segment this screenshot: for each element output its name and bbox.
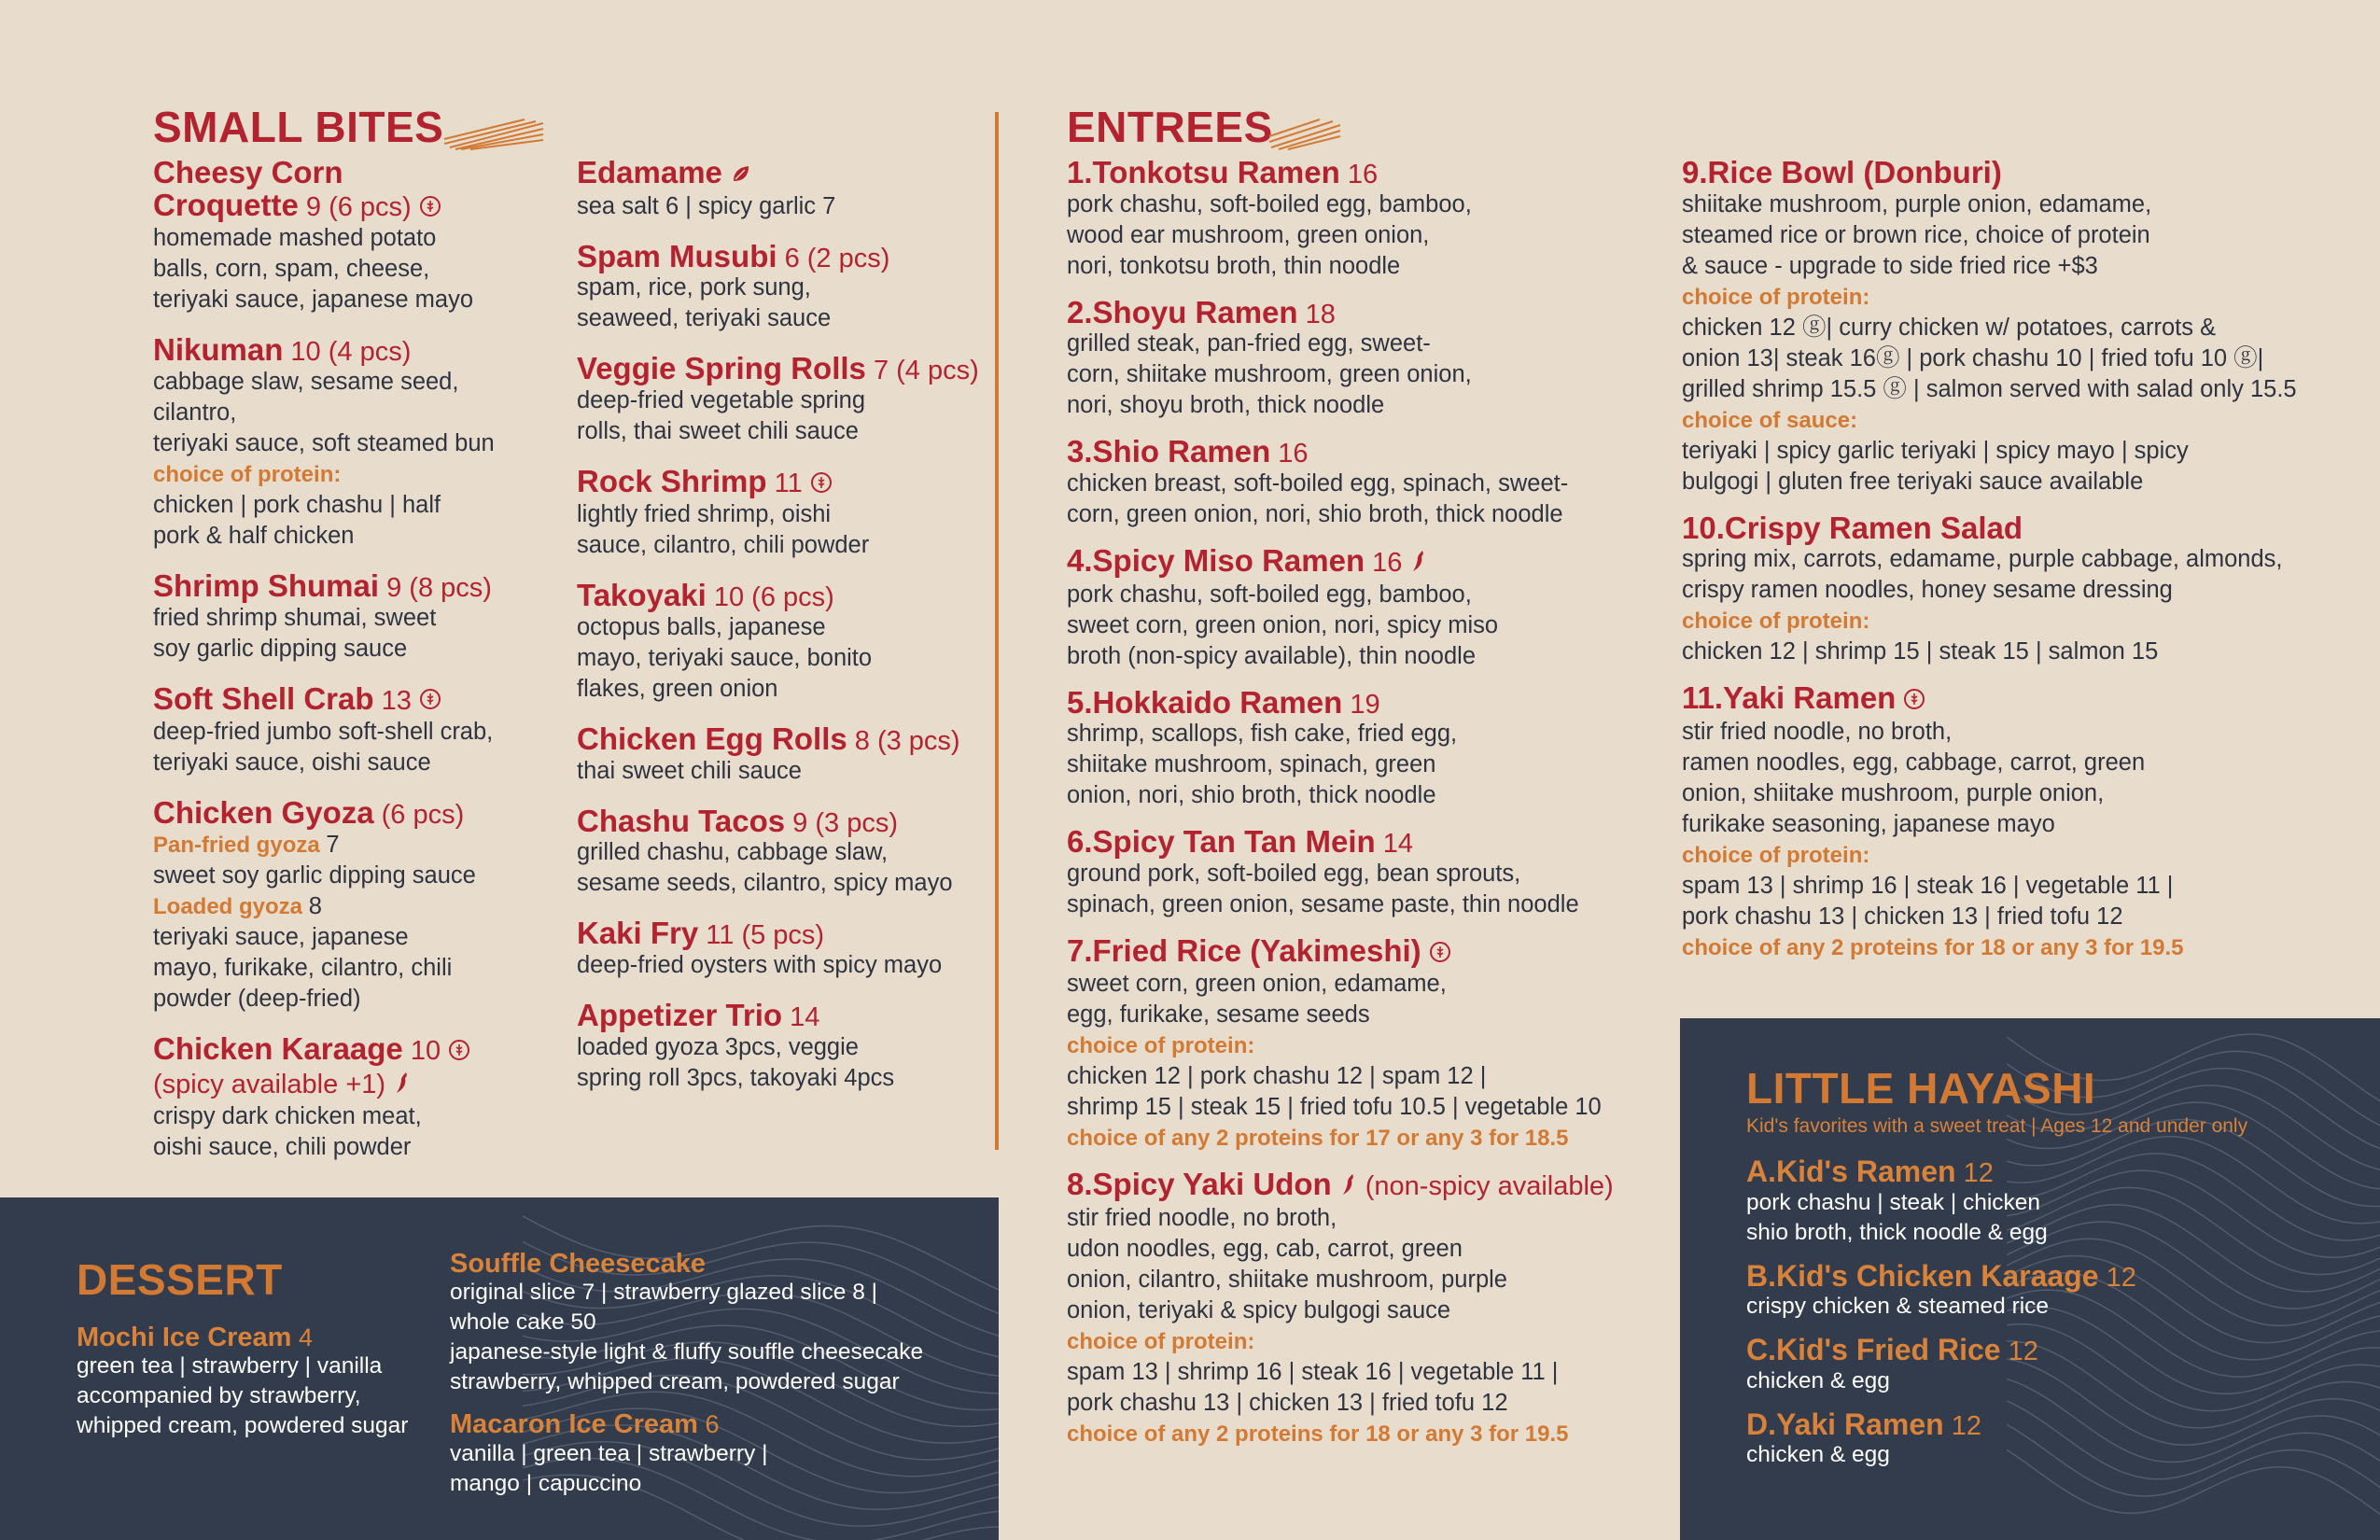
item-title bbox=[1746, 1335, 2344, 1366]
item-description: chicken & egg bbox=[1746, 1442, 1890, 1468]
item-title bbox=[1682, 512, 2354, 545]
item-description: bulgogi | gluten free teriyaki sauce available bbox=[1682, 468, 2144, 495]
item-description: deep-fried oysters with spicy mayo bbox=[577, 952, 943, 979]
item-price: (non-spicy available) bbox=[1357, 1171, 1614, 1202]
item-name: 9.Rice Bowl (Donburi) bbox=[1682, 155, 2002, 189]
item-description: spring roll 3pcs, takoyaki 4pcs bbox=[577, 1064, 895, 1091]
item-description: sea salt 6 | spicy garlic 7 bbox=[577, 192, 836, 219]
dessert-column-2 bbox=[450, 1250, 973, 1512]
chili-icon bbox=[1339, 1170, 1358, 1203]
item-subheading bbox=[153, 459, 545, 490]
item-title bbox=[1682, 682, 2354, 717]
title-stripes-icon bbox=[1267, 116, 1342, 151]
item-description: homemade mashed potato bbox=[153, 225, 437, 252]
item-description: original slice 7 | strawberry glazed slice 8 | bbox=[450, 1280, 877, 1306]
item-description: shio broth, thick noodle & egg bbox=[1746, 1219, 2048, 1245]
gluten-free-icon bbox=[419, 191, 441, 224]
item-description: wood ear mushroom, green onion, bbox=[1067, 221, 1430, 248]
item-description: chicken 12 ⓖ| curry chicken w/ potatoes, carrots & bbox=[1682, 314, 2217, 341]
item-price: 13 bbox=[373, 685, 412, 716]
item-subheading bbox=[1067, 1326, 1664, 1357]
item-description: thai sweet chili sauce bbox=[577, 757, 802, 784]
little-hayashi-subtitle: Kid's favorites with a sweet treat | Ages 12 and under only bbox=[1746, 1115, 2248, 1137]
item-description: grilled chashu, cabbage slaw, bbox=[577, 839, 889, 866]
little-hayashi-section bbox=[1746, 1064, 2344, 1483]
menu-item bbox=[577, 353, 987, 447]
item-description: furikake seasoning, japanese mayo bbox=[1682, 810, 2055, 837]
little-hayashi-title: LITTLE HAYASHI bbox=[1746, 1064, 2096, 1113]
item-description: steamed rice or brown rice, choice of protein bbox=[1682, 221, 2150, 248]
item-name: Chicken Gyoza bbox=[153, 795, 374, 831]
item-description: sweet corn, green onion, edamame, bbox=[1067, 971, 1447, 998]
item-price: 12 bbox=[1943, 1410, 1981, 1441]
item-name: Chashu Tacos bbox=[577, 803, 786, 838]
item-title bbox=[1746, 1258, 2344, 1293]
item-title bbox=[577, 353, 987, 385]
menu-item bbox=[1067, 294, 1664, 422]
item-subheading bbox=[1682, 282, 2354, 313]
item-description: vanilla | green tea | strawberry | bbox=[450, 1440, 768, 1466]
item-description: grilled shrimp 15.5 ⓖ | salmon served with salad only 15.5 bbox=[1682, 375, 2297, 402]
item-description: pork chashu 13 | chicken 13 | fried tofu 12 bbox=[1067, 1389, 1508, 1416]
item-name: 5.Hokkaido Ramen bbox=[1067, 684, 1343, 720]
menu-item bbox=[1682, 157, 2354, 497]
menu-item bbox=[1746, 1258, 2344, 1323]
item-combo-note: choice of any 2 proteins for 18 or any 3 for 19.5 bbox=[1682, 934, 2184, 960]
item-subheading bbox=[1682, 405, 2354, 436]
item-subheading bbox=[153, 830, 545, 861]
subheading-label: choice of protein: bbox=[1682, 609, 1870, 635]
item-title bbox=[1682, 157, 2354, 189]
item-name: 2.Shoyu Ramen bbox=[1067, 294, 1298, 329]
menu-item bbox=[1682, 682, 2354, 963]
item-price: 9 (8 pcs) bbox=[379, 572, 492, 603]
item-description: pork & half chicken bbox=[153, 522, 355, 549]
item-price: 16 bbox=[1270, 439, 1309, 469]
item-description: teriyaki sauce, soft steamed bun bbox=[153, 429, 495, 456]
item-subheading bbox=[153, 891, 545, 922]
item-description: teriyaki | spicy garlic teriyaki | spicy mayo | spicy bbox=[1682, 437, 2189, 464]
menu-item bbox=[1746, 1335, 2344, 1396]
item-description: loaded gyoza 3pcs, veggie bbox=[577, 1033, 859, 1060]
item-description: pork chashu 13 | chicken 13 | fried tofu 12 bbox=[1682, 903, 2123, 930]
item-description: stir fried noodle, no broth, bbox=[1682, 718, 1953, 745]
item-price: 9 (3 pcs) bbox=[785, 807, 898, 838]
item-name: 1.Tonkotsu Ramen bbox=[1067, 155, 1340, 189]
subheading-label: Pan-fried gyoza bbox=[153, 832, 320, 858]
item-description: whole cake 50 bbox=[450, 1309, 596, 1336]
small-bites-header bbox=[153, 105, 545, 151]
gluten-free-icon bbox=[810, 468, 833, 500]
item-description: soy garlic dipping sauce bbox=[153, 635, 408, 662]
item-title bbox=[1746, 1156, 2344, 1188]
item-title bbox=[577, 723, 987, 756]
item-price: 10 (6 pcs) bbox=[706, 582, 834, 613]
item-description: ground pork, soft-boiled egg, bean sprouts, bbox=[1067, 860, 1521, 887]
item-description: pork chashu | steak | chicken bbox=[1746, 1189, 2041, 1215]
item-price: 10 (4 pcs) bbox=[283, 337, 412, 368]
item-name: Macaron Ice Cream bbox=[450, 1409, 698, 1440]
item-description: sweet soy garlic dipping sauce bbox=[153, 861, 476, 889]
subheading-label: choice of sauce: bbox=[1682, 407, 1858, 433]
menu-item bbox=[1746, 1156, 2344, 1248]
menu-item bbox=[1067, 542, 1664, 672]
item-price: 12 bbox=[1955, 1158, 1994, 1188]
item-description: balls, corn, spam, cheese, bbox=[153, 256, 430, 283]
item-description: nori, shoyu broth, thick noodle bbox=[1067, 392, 1385, 419]
menu-item bbox=[450, 1250, 973, 1397]
subheading-label: Loaded gyoza bbox=[153, 893, 303, 919]
subheading-price: 8 bbox=[308, 892, 322, 919]
item-price: (6 pcs) bbox=[373, 800, 465, 831]
column-divider bbox=[995, 112, 999, 1150]
item-title bbox=[577, 580, 987, 612]
item-title bbox=[153, 1030, 545, 1068]
item-description: corn, green onion, nori, shio broth, thick noodle bbox=[1067, 500, 1563, 527]
menu-item bbox=[577, 723, 987, 787]
item-description: crispy chicken & steamed rice bbox=[1746, 1294, 2050, 1320]
item-name: 3.Shio Ramen bbox=[1067, 434, 1271, 469]
item-name: A.Kid's Ramen bbox=[1746, 1155, 1956, 1188]
menu-item bbox=[1067, 1169, 1664, 1449]
item-description: broth (non-spicy available), thin noodle bbox=[1067, 642, 1477, 669]
menu-item bbox=[577, 238, 987, 335]
item-description: spinach, green onion, sesame paste, thin noodle bbox=[1067, 890, 1579, 917]
item-description: deep-fried jumbo soft-shell crab, bbox=[153, 719, 494, 746]
item-price: 4 bbox=[291, 1323, 314, 1351]
item-name: 4.Spicy Miso Ramen bbox=[1067, 542, 1365, 578]
item-title bbox=[450, 1250, 973, 1278]
item-name: Rock Shrimp bbox=[577, 463, 767, 498]
item-name: Chicken Karaage bbox=[153, 1030, 403, 1066]
subheading-label: choice of protein: bbox=[1682, 284, 1870, 310]
item-description: chicken 12 | pork chashu 12 | spam 12 | bbox=[1067, 1063, 1487, 1090]
menu-item bbox=[1067, 684, 1664, 812]
menu-item bbox=[577, 463, 987, 562]
item-name: Cheesy Corn bbox=[153, 155, 343, 189]
menu-item bbox=[1746, 1409, 2344, 1471]
item-price: 10 bbox=[402, 1035, 441, 1066]
subheading-label: choice of protein: bbox=[153, 461, 342, 487]
item-price: 6 (2 pcs) bbox=[777, 243, 890, 273]
item-description: shrimp, scallops, fish cake, fried egg, bbox=[1067, 721, 1458, 748]
item-name: Appetizer Trio bbox=[577, 998, 783, 1033]
item-description: flakes, green onion bbox=[577, 676, 778, 703]
item-description: cabbage slaw, sesame seed, cilantro, bbox=[153, 368, 459, 426]
item-description: pork chashu, soft-boiled egg, bamboo, bbox=[1067, 190, 1472, 217]
item-description: mayo, teriyaki sauce, bonito bbox=[577, 645, 873, 672]
item-name: D.Yaki Ramen bbox=[1746, 1407, 1944, 1441]
gluten-free-icon bbox=[1429, 937, 1451, 970]
item-description: onion 13| steak 16ⓖ | pork chashu 10 | fried tofu 10 ⓖ| bbox=[1682, 344, 2264, 371]
item-note: (spicy available +1) bbox=[153, 1070, 386, 1100]
item-description: chicken & egg bbox=[1746, 1367, 1890, 1393]
item-subheading bbox=[1682, 840, 2354, 871]
item-name: Souffle Cheesecake bbox=[450, 1249, 707, 1279]
subheading-label: choice of protein: bbox=[1682, 842, 1870, 868]
item-name: Chicken Egg Rolls bbox=[577, 721, 847, 757]
item-description: crispy ramen noodles, honey sesame dressing bbox=[1682, 577, 2173, 604]
item-title bbox=[577, 157, 987, 191]
item-title bbox=[577, 238, 987, 273]
item-price: 9 (6 pcs) bbox=[298, 191, 412, 222]
item-price: 7 (4 pcs) bbox=[865, 356, 979, 386]
menu-item bbox=[153, 680, 545, 779]
item-description: teriyaki sauce, oishi sauce bbox=[153, 749, 431, 777]
menu-item bbox=[153, 157, 545, 315]
item-description: nori, tonkotsu broth, thin noodle bbox=[1067, 252, 1401, 279]
item-description: teriyaki sauce, japanese bbox=[153, 923, 409, 950]
item-description: powder (deep-fried) bbox=[153, 985, 361, 1012]
item-name: 7.Fried Rice (Yakimeshi) bbox=[1067, 932, 1421, 968]
item-name: Mochi Ice Cream bbox=[77, 1323, 292, 1352]
item-title bbox=[1067, 436, 1664, 469]
small-bites-column-2 bbox=[577, 157, 987, 1113]
menu-item bbox=[153, 1030, 545, 1163]
item-description: corn, shiitake mushroom, green onion, bbox=[1067, 361, 1472, 388]
item-description: onion, nori, shio broth, thick noodle bbox=[1067, 782, 1436, 809]
item-description: fried shrimp shumai, sweet bbox=[153, 604, 437, 631]
item-description: crispy dark chicken meat, bbox=[153, 1102, 422, 1129]
item-title bbox=[153, 680, 545, 718]
item-description: sesame seeds, cilantro, spicy mayo bbox=[577, 870, 953, 897]
item-description: sauce, cilantro, chili powder bbox=[577, 532, 870, 559]
item-combo-note: choice of any 2 proteins for 17 or any 3 for 18.5 bbox=[1067, 1126, 1569, 1152]
item-name: 10.Crispy Ramen Salad bbox=[1682, 510, 2023, 545]
item-title bbox=[1067, 684, 1664, 720]
item-description: whipped cream, powdered sugar bbox=[77, 1413, 409, 1439]
item-description: chicken | pork chashu | half bbox=[153, 491, 441, 518]
item-name: Edamame bbox=[577, 155, 722, 189]
item-price: 19 bbox=[1342, 689, 1380, 720]
item-description: japanese-style light & fluffy souffle cheesecake bbox=[450, 1339, 924, 1365]
subheading-label: choice of protein: bbox=[1067, 1328, 1255, 1354]
item-title bbox=[1067, 542, 1664, 580]
item-title bbox=[577, 463, 987, 500]
item-description: rolls, thai sweet chili sauce bbox=[577, 417, 859, 444]
subheading-label: choice of protein: bbox=[1067, 1033, 1255, 1059]
dessert-title: DESSERT bbox=[77, 1255, 283, 1304]
menu-item bbox=[153, 797, 545, 1015]
item-price: 6 bbox=[697, 1410, 720, 1439]
entrees-column-2 bbox=[1682, 157, 2354, 978]
menu-item bbox=[577, 805, 987, 900]
item-description: deep-fried vegetable spring bbox=[577, 386, 866, 413]
item-title bbox=[153, 334, 545, 367]
item-title bbox=[1746, 1409, 2344, 1441]
item-title bbox=[1067, 157, 1664, 189]
item-description: seaweed, teriyaki sauce bbox=[577, 305, 832, 332]
leaf-icon bbox=[730, 159, 752, 191]
menu-item bbox=[577, 580, 987, 705]
item-title bbox=[1067, 294, 1664, 329]
item-description: pork chashu, soft-boiled egg, bamboo, bbox=[1067, 581, 1472, 608]
item-title bbox=[153, 157, 545, 223]
item-price: 18 bbox=[1297, 299, 1336, 329]
item-name: Shrimp Shumai bbox=[153, 567, 380, 603]
item-combo-note: choice of any 2 proteins for 18 or any 3 for 19.5 bbox=[1067, 1421, 1569, 1447]
item-title bbox=[153, 797, 545, 830]
menu-item bbox=[153, 334, 545, 552]
menu-item bbox=[577, 157, 987, 222]
item-name: Kaki Fry bbox=[577, 916, 699, 951]
item-description: chicken 12 | shrimp 15 | steak 15 | salmon 15 bbox=[1682, 638, 2159, 665]
item-name: Spam Musubi bbox=[577, 238, 777, 273]
item-name: 8.Spicy Yaki Udon bbox=[1067, 1167, 1332, 1202]
item-subheading bbox=[1067, 1030, 1664, 1061]
dessert-section bbox=[77, 1255, 431, 1454]
item-description: onion, teriyaki & spicy bulgogi sauce bbox=[1067, 1296, 1451, 1323]
item-description: green tea | strawberry | vanilla bbox=[77, 1353, 383, 1379]
item-name: Takoyaki bbox=[577, 578, 707, 613]
item-description: teriyaki sauce, japanese mayo bbox=[153, 287, 474, 314]
item-name-line2: Croquette bbox=[153, 187, 299, 222]
item-description: grilled steak, pan-fried egg, sweet- bbox=[1067, 330, 1431, 357]
item-name: Nikuman bbox=[153, 332, 284, 368]
item-title bbox=[577, 805, 987, 838]
menu-item bbox=[1067, 436, 1664, 530]
item-description: shiitake mushroom, purple onion, edamame, bbox=[1682, 190, 2152, 217]
item-description: spring mix, carrots, edamame, purple cabbage, almonds, bbox=[1682, 546, 2283, 573]
item-description: chicken breast, soft-boiled egg, spinach, sweet- bbox=[1067, 469, 1569, 497]
item-description: spam 13 | shrimp 16 | steak 16 | vegetable 11 | bbox=[1067, 1358, 1559, 1385]
item-name: B.Kid's Chicken Karaage bbox=[1746, 1258, 2099, 1293]
title-stripes-icon bbox=[442, 116, 545, 151]
item-title bbox=[153, 567, 545, 603]
item-description: & sauce - upgrade to side fried rice +$3 bbox=[1682, 252, 2098, 279]
item-description: octopus balls, japanese bbox=[577, 614, 826, 641]
item-title bbox=[450, 1410, 973, 1438]
item-title bbox=[1067, 1169, 1664, 1203]
subheading-price: 7 bbox=[326, 831, 340, 858]
item-description: strawberry, whipped cream, powdered sugar bbox=[450, 1369, 900, 1395]
item-description: shiitake mushroom, spinach, green bbox=[1067, 751, 1436, 778]
menu-item bbox=[153, 567, 545, 665]
menu-item bbox=[1067, 826, 1664, 920]
gluten-free-icon bbox=[448, 1035, 470, 1068]
item-price: 16 bbox=[1365, 547, 1403, 578]
gluten-free-icon bbox=[1903, 684, 1925, 717]
small-bites-column-1 bbox=[153, 157, 545, 1182]
item-title bbox=[577, 1000, 987, 1032]
item-price: 14 bbox=[782, 1002, 820, 1033]
item-price: 16 bbox=[1339, 160, 1379, 189]
item-description: spam 13 | shrimp 16 | steak 16 | vegetable 11 | bbox=[1682, 872, 2174, 899]
entrees-column-1 bbox=[1067, 157, 1664, 1464]
small-bites-title: SMALL BITES bbox=[153, 103, 444, 151]
chili-icon bbox=[1409, 547, 1428, 580]
item-description: sweet corn, green onion, nori, spicy miso bbox=[1067, 611, 1499, 638]
item-description: ramen noodles, egg, cabbage, carrot, green bbox=[1682, 749, 2146, 776]
item-description: spam, rice, pork sung, bbox=[577, 274, 811, 301]
item-subheading bbox=[1682, 606, 2354, 637]
menu-item bbox=[577, 917, 987, 981]
item-description: onion, shiitake mushroom, purple onion, bbox=[1682, 779, 2105, 806]
item-description: mayo, furikake, cilantro, chili bbox=[153, 954, 453, 981]
item-description: shrimp 15 | steak 15 | fried tofu 10.5 | vegetable 10 bbox=[1067, 1094, 1602, 1121]
menu-item bbox=[1067, 932, 1664, 1155]
item-price: 12 bbox=[2098, 1262, 2136, 1293]
item-title bbox=[1067, 826, 1664, 859]
item-name: 11.Yaki Ramen bbox=[1682, 680, 1897, 716]
item-name: Soft Shell Crab bbox=[153, 680, 374, 716]
item-name: C.Kid's Fried Rice bbox=[1746, 1333, 2001, 1367]
item-description: lightly fried shrimp, oishi bbox=[577, 501, 832, 528]
item-description: onion, cilantro, shiitake mushroom, purple bbox=[1067, 1266, 1507, 1293]
item-price: 8 (3 pcs) bbox=[847, 726, 960, 757]
menu-item bbox=[450, 1410, 973, 1498]
item-description: udon noodles, egg, cab, carrot, green bbox=[1067, 1235, 1463, 1262]
item-price: 11 bbox=[766, 468, 803, 498]
item-description: accompanied by strawberry, bbox=[77, 1383, 361, 1409]
item-price: 14 bbox=[1375, 829, 1414, 860]
entrees-header bbox=[1067, 105, 1342, 151]
item-name: 6.Spicy Tan Tan Mein bbox=[1067, 824, 1376, 860]
item-title bbox=[577, 917, 987, 950]
item-name: Veggie Spring Rolls bbox=[577, 351, 866, 386]
item-description: oishi sauce, chili powder bbox=[153, 1133, 412, 1160]
item-price: 11 (5 pcs) bbox=[698, 920, 825, 951]
item-title bbox=[77, 1323, 431, 1351]
item-price: 12 bbox=[2000, 1337, 2038, 1367]
menu-item bbox=[77, 1323, 431, 1441]
item-description: stir fried noodle, no broth, bbox=[1067, 1204, 1337, 1231]
gluten-free-icon bbox=[419, 684, 441, 717]
item-description: egg, furikake, sesame seeds bbox=[1067, 1001, 1370, 1029]
item-title bbox=[1067, 932, 1664, 970]
chili-icon bbox=[393, 1069, 412, 1101]
menu-item bbox=[1682, 512, 2354, 668]
menu-item bbox=[577, 1000, 987, 1094]
entrees-title: ENTREES bbox=[1067, 103, 1273, 151]
item-description: mango | capuccino bbox=[450, 1470, 642, 1496]
menu-item bbox=[1067, 157, 1664, 282]
